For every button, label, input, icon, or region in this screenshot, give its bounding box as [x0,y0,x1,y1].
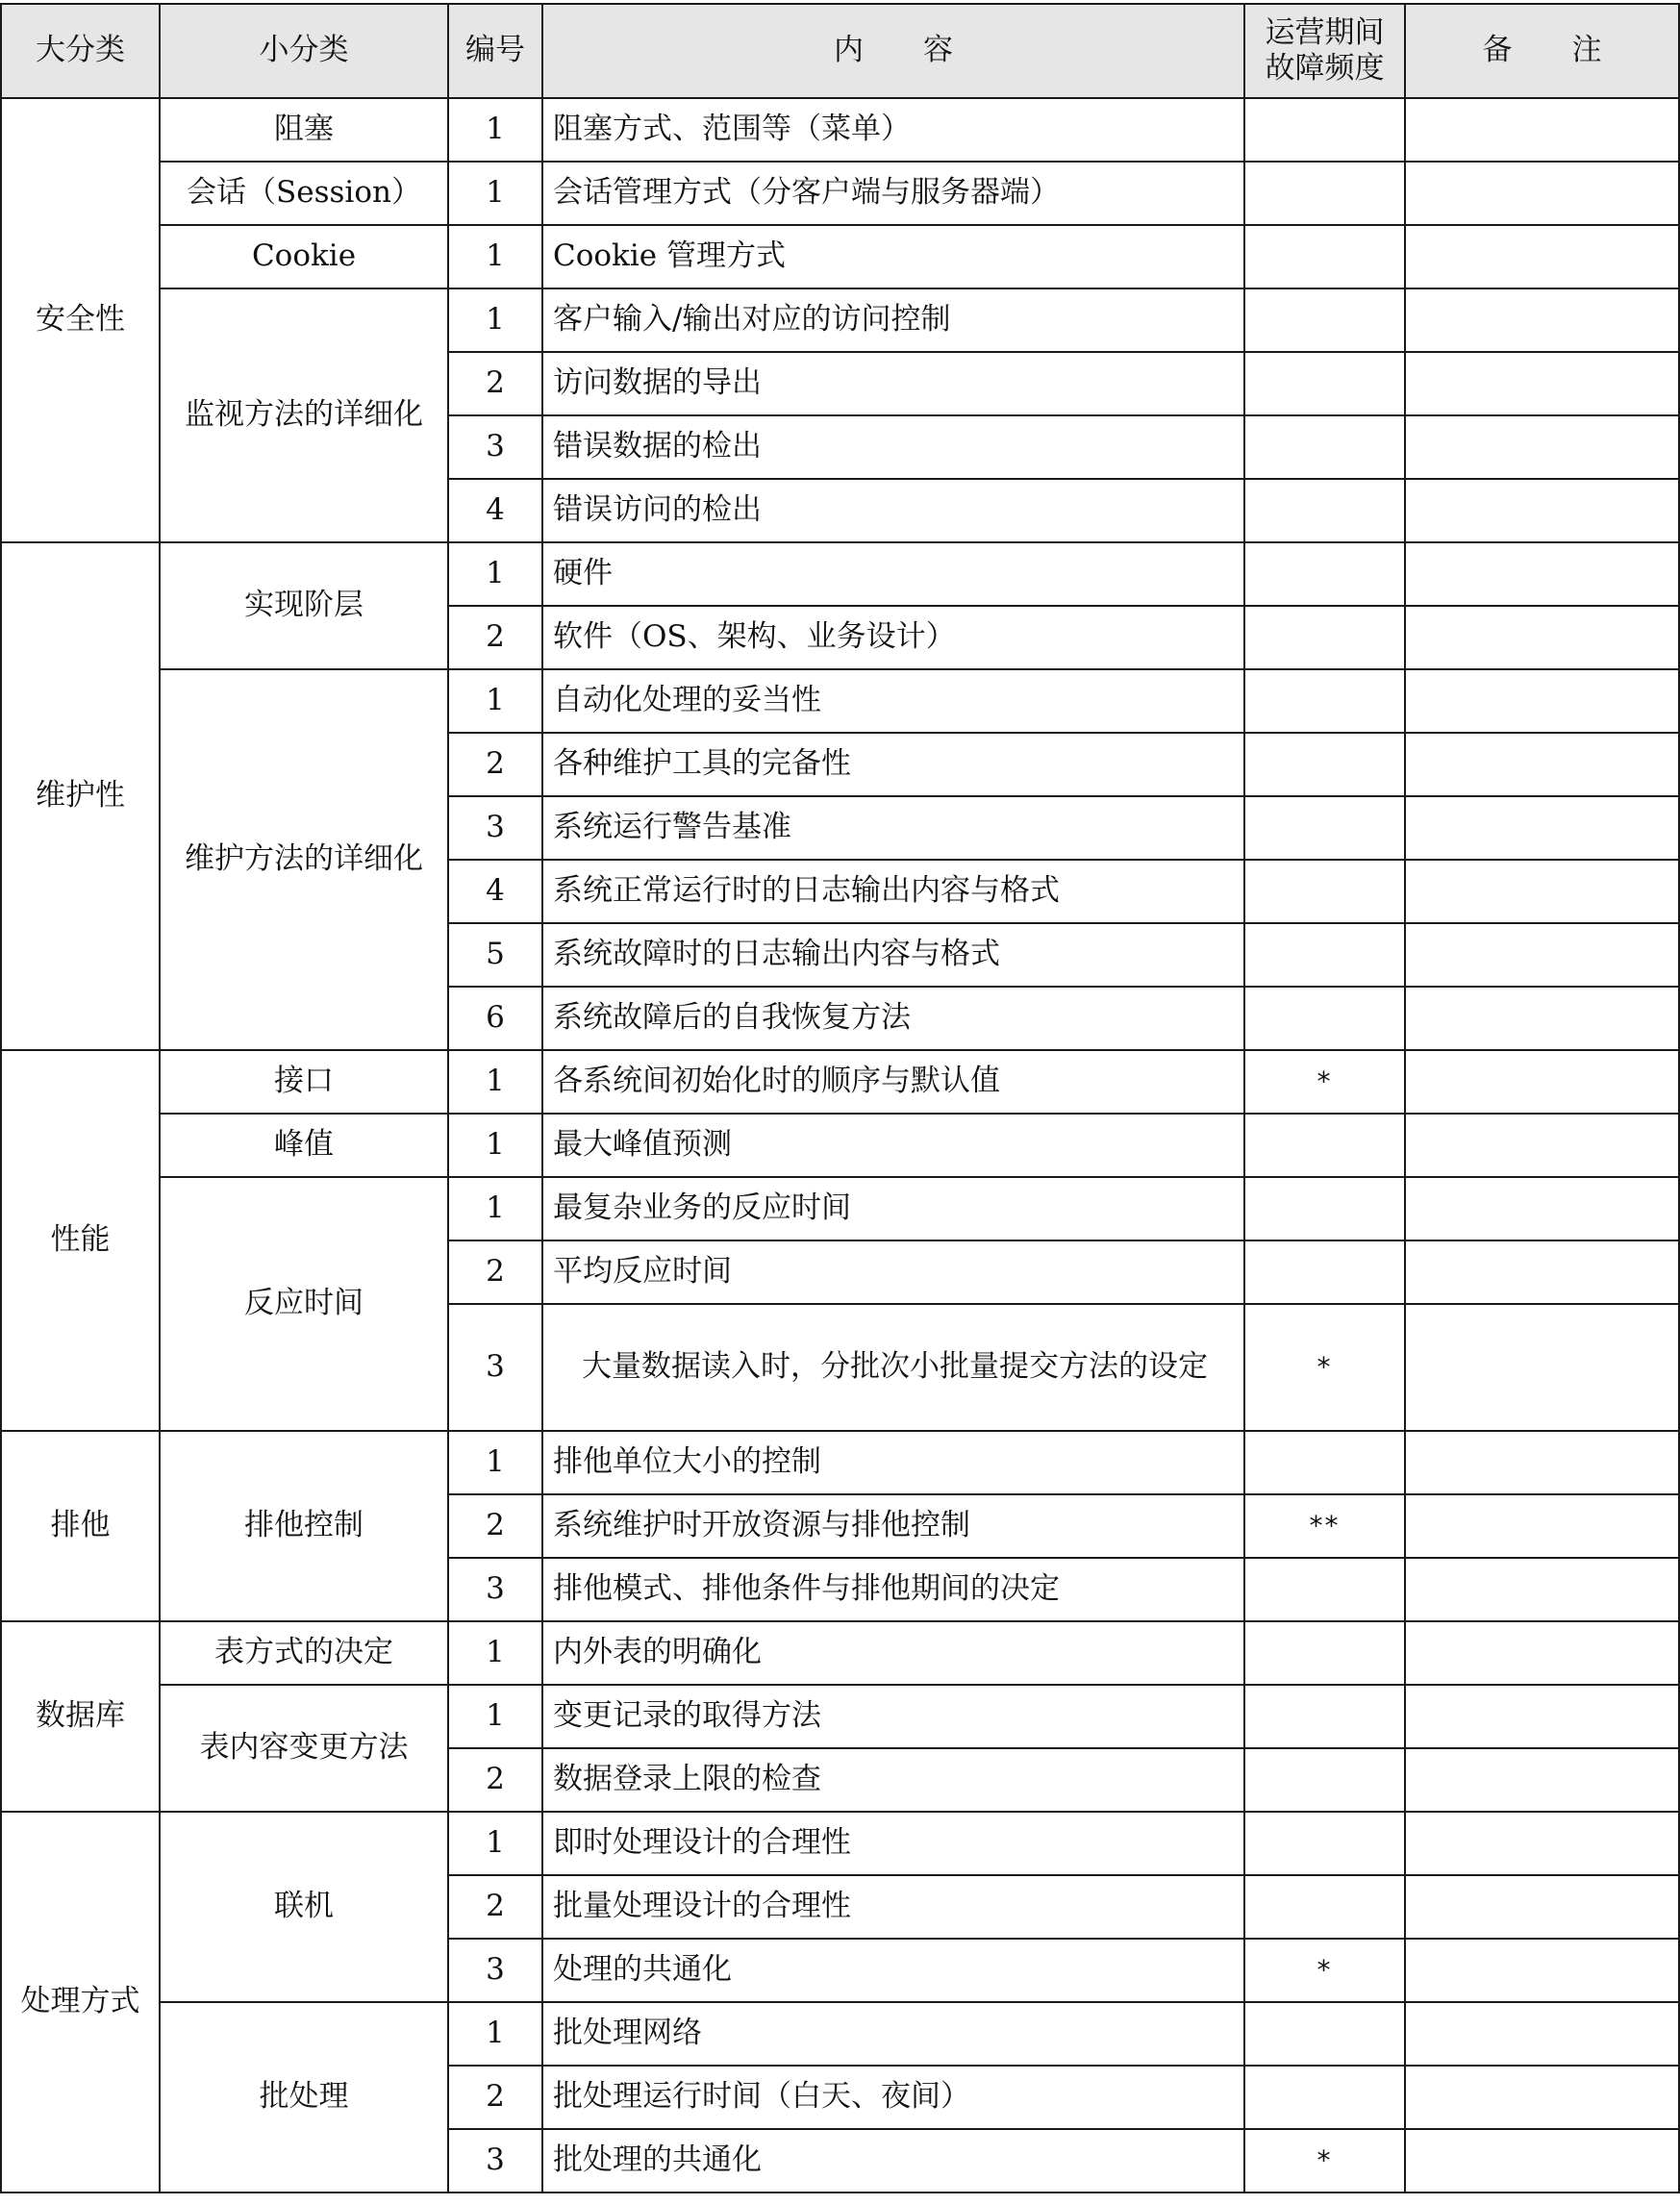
frequency-cell [1244,288,1405,352]
frequency-cell [1244,1685,1405,1748]
remark-cell [1405,1050,1679,1114]
subcategory-cell: 表方式的决定 [160,1621,448,1685]
table-row [1,162,1679,225]
subcategory-cell: Cookie [160,225,448,288]
content-cell: 批处理运行时间（白天、夜间） [542,2066,1244,2129]
remark-cell [1405,2002,1679,2066]
content-cell: 系统维护时开放资源与排他控制 [542,1494,1244,1558]
frequency-cell [1244,1875,1405,1939]
number-cell: 2 [448,1875,542,1939]
remark-cell [1405,1621,1679,1685]
table-row [1,669,1679,733]
table-body [1,98,1679,2192]
frequency-cell [1244,860,1405,923]
number-cell: 4 [448,479,542,542]
remark-cell [1405,415,1679,479]
number-cell: 2 [448,1494,542,1558]
table-row [1,225,1679,288]
content-cell: 软件（OS、架构、业务设计） [542,606,1244,669]
frequency-cell [1244,1177,1405,1240]
content-cell: 各系统间初始化时的顺序与默认值 [542,1050,1244,1114]
remark-cell [1405,796,1679,860]
number-cell: 2 [448,1748,542,1812]
remark-cell [1405,1114,1679,1177]
number-cell: 6 [448,987,542,1050]
content-cell: 会话管理方式（分客户端与服务器端） [542,162,1244,225]
remark-cell [1405,1748,1679,1812]
number-cell: 2 [448,352,542,415]
subcategory-cell: 维护方法的详细化 [160,669,448,1050]
content-cell: 批量处理设计的合理性 [542,1875,1244,1939]
frequency-cell [1244,1621,1405,1685]
header-number: 编号 [448,4,542,98]
content-cell: 错误访问的检出 [542,479,1244,542]
table-row [1,1621,1679,1685]
content-cell: 客户输入/输出对应的访问控制 [542,288,1244,352]
remark-cell [1405,352,1679,415]
frequency-cell: * [1244,2129,1405,2192]
requirements-review-table [0,3,1680,2193]
header-category: 大分类 [1,4,160,98]
content-cell: 批处理网络 [542,2002,1244,2066]
content-cell: 平均反应时间 [542,1240,1244,1304]
content-cell: 阻塞方式、范围等（菜单） [542,98,1244,162]
remark-cell [1405,162,1679,225]
content-cell: 系统正常运行时的日志输出内容与格式 [542,860,1244,923]
table-row [1,542,1679,606]
frequency-cell [1244,225,1405,288]
frequency-cell: * [1244,1304,1405,1431]
frequency-cell [1244,1748,1405,1812]
table-row [1,1812,1679,1875]
number-cell: 5 [448,923,542,987]
frequency-cell [1244,733,1405,796]
subcategory-cell: 监视方法的详细化 [160,288,448,542]
remark-cell [1405,606,1679,669]
number-cell: 1 [448,288,542,352]
remark-cell [1405,987,1679,1050]
number-cell: 1 [448,1812,542,1875]
category-cell: 性能 [1,1050,160,1431]
table-row [1,1431,1679,1494]
header-failure-frequency-line1: 运营期间 [1265,14,1385,50]
number-cell: 1 [448,1621,542,1685]
remark-cell [1405,860,1679,923]
content-cell: 数据登录上限的检查 [542,1748,1244,1812]
frequency-cell [1244,2002,1405,2066]
number-cell: 1 [448,225,542,288]
number-cell: 1 [448,1431,542,1494]
header-failure-frequency-line2: 故障频度 [1265,51,1385,86]
content-cell: 硬件 [542,542,1244,606]
content-cell: 访问数据的导出 [542,352,1244,415]
number-cell: 1 [448,1114,542,1177]
remark-cell [1405,288,1679,352]
remark-cell [1405,225,1679,288]
content-cell: 即时处理设计的合理性 [542,1812,1244,1875]
number-cell: 2 [448,1240,542,1304]
frequency-cell [1244,542,1405,606]
frequency-cell [1244,796,1405,860]
frequency-cell [1244,606,1405,669]
remark-cell [1405,542,1679,606]
subcategory-cell: 联机 [160,1812,448,2002]
subcategory-cell: 排他控制 [160,1431,448,1621]
subcategory-cell: 峰值 [160,1114,448,1177]
header-remarks: 备 注 [1405,4,1679,98]
frequency-cell [1244,98,1405,162]
number-cell: 3 [448,1304,542,1431]
number-cell: 1 [448,1177,542,1240]
remark-cell [1405,1494,1679,1558]
number-cell: 3 [448,796,542,860]
number-cell: 1 [448,98,542,162]
table-row [1,1177,1679,1240]
remark-cell [1405,1875,1679,1939]
table-row [1,98,1679,162]
table-header [1,4,1679,98]
remark-cell [1405,2129,1679,2192]
number-cell: 2 [448,606,542,669]
frequency-cell: ** [1244,1494,1405,1558]
number-cell: 1 [448,1050,542,1114]
content-cell: 排他模式、排他条件与排他期间的决定 [542,1558,1244,1621]
category-cell: 处理方式 [1,1812,160,2192]
number-cell: 4 [448,860,542,923]
category-cell: 排他 [1,1431,160,1621]
number-cell: 3 [448,1939,542,2002]
table-row [1,288,1679,352]
subcategory-cell: 实现阶层 [160,542,448,669]
frequency-cell [1244,1431,1405,1494]
remark-cell [1405,669,1679,733]
table-row [1,1114,1679,1177]
number-cell: 1 [448,2002,542,2066]
remark-cell [1405,733,1679,796]
frequency-cell [1244,479,1405,542]
content-cell: 大量数据读入时，分批次小批量提交方法的设定 [542,1304,1244,1431]
table-row [1,1685,1679,1748]
content-cell: 排他单位大小的控制 [542,1431,1244,1494]
number-cell: 3 [448,415,542,479]
frequency-cell [1244,987,1405,1050]
frequency-cell [1244,1812,1405,1875]
subcategory-cell: 会话（Session） [160,162,448,225]
table-row [1,2002,1679,2066]
number-cell: 3 [448,1558,542,1621]
frequency-cell [1244,162,1405,225]
frequency-cell [1244,923,1405,987]
frequency-cell [1244,1240,1405,1304]
content-cell: 批处理的共通化 [542,2129,1244,2192]
remark-cell [1405,1558,1679,1621]
subcategory-cell: 接口 [160,1050,448,1114]
remark-cell [1405,2066,1679,2129]
content-cell: 系统故障后的自我恢复方法 [542,987,1244,1050]
content-cell: 自动化处理的妥当性 [542,669,1244,733]
content-cell: 处理的共通化 [542,1939,1244,2002]
remark-cell [1405,923,1679,987]
number-cell: 3 [448,2129,542,2192]
category-cell: 维护性 [1,542,160,1050]
subcategory-cell: 表内容变更方法 [160,1685,448,1812]
subcategory-cell: 批处理 [160,2002,448,2192]
remark-cell [1405,1304,1679,1431]
category-cell: 安全性 [1,98,160,542]
frequency-cell [1244,2066,1405,2129]
frequency-cell [1244,415,1405,479]
number-cell: 1 [448,1685,542,1748]
content-cell: 系统运行警告基准 [542,796,1244,860]
number-cell: 2 [448,2066,542,2129]
frequency-cell [1244,1114,1405,1177]
remark-cell [1405,1240,1679,1304]
number-cell: 1 [448,669,542,733]
content-cell: 各种维护工具的完备性 [542,733,1244,796]
remark-cell [1405,1177,1679,1240]
header-row [1,4,1679,98]
header-failure-frequency [1244,4,1405,98]
frequency-cell [1244,1558,1405,1621]
category-cell: 数据库 [1,1621,160,1812]
header-content: 内 容 [542,4,1244,98]
subcategory-cell: 反应时间 [160,1177,448,1431]
frequency-cell [1244,352,1405,415]
content-cell: 内外表的明确化 [542,1621,1244,1685]
number-cell: 1 [448,162,542,225]
number-cell: 1 [448,542,542,606]
number-cell: 2 [448,733,542,796]
frequency-cell [1244,669,1405,733]
frequency-cell: * [1244,1939,1405,2002]
content-cell: 错误数据的检出 [542,415,1244,479]
content-cell: 变更记录的取得方法 [542,1685,1244,1748]
remark-cell [1405,479,1679,542]
remark-cell [1405,1939,1679,2002]
header-subcategory: 小分类 [160,4,448,98]
remark-cell [1405,98,1679,162]
content-cell: 系统故障时的日志输出内容与格式 [542,923,1244,987]
remark-cell [1405,1812,1679,1875]
table-row [1,1050,1679,1114]
remark-cell [1405,1685,1679,1748]
frequency-cell: * [1244,1050,1405,1114]
subcategory-cell: 阻塞 [160,98,448,162]
remark-cell [1405,1431,1679,1494]
content-cell: 最大峰值预测 [542,1114,1244,1177]
content-cell: 最复杂业务的反应时间 [542,1177,1244,1240]
content-cell: Cookie 管理方式 [542,225,1244,288]
